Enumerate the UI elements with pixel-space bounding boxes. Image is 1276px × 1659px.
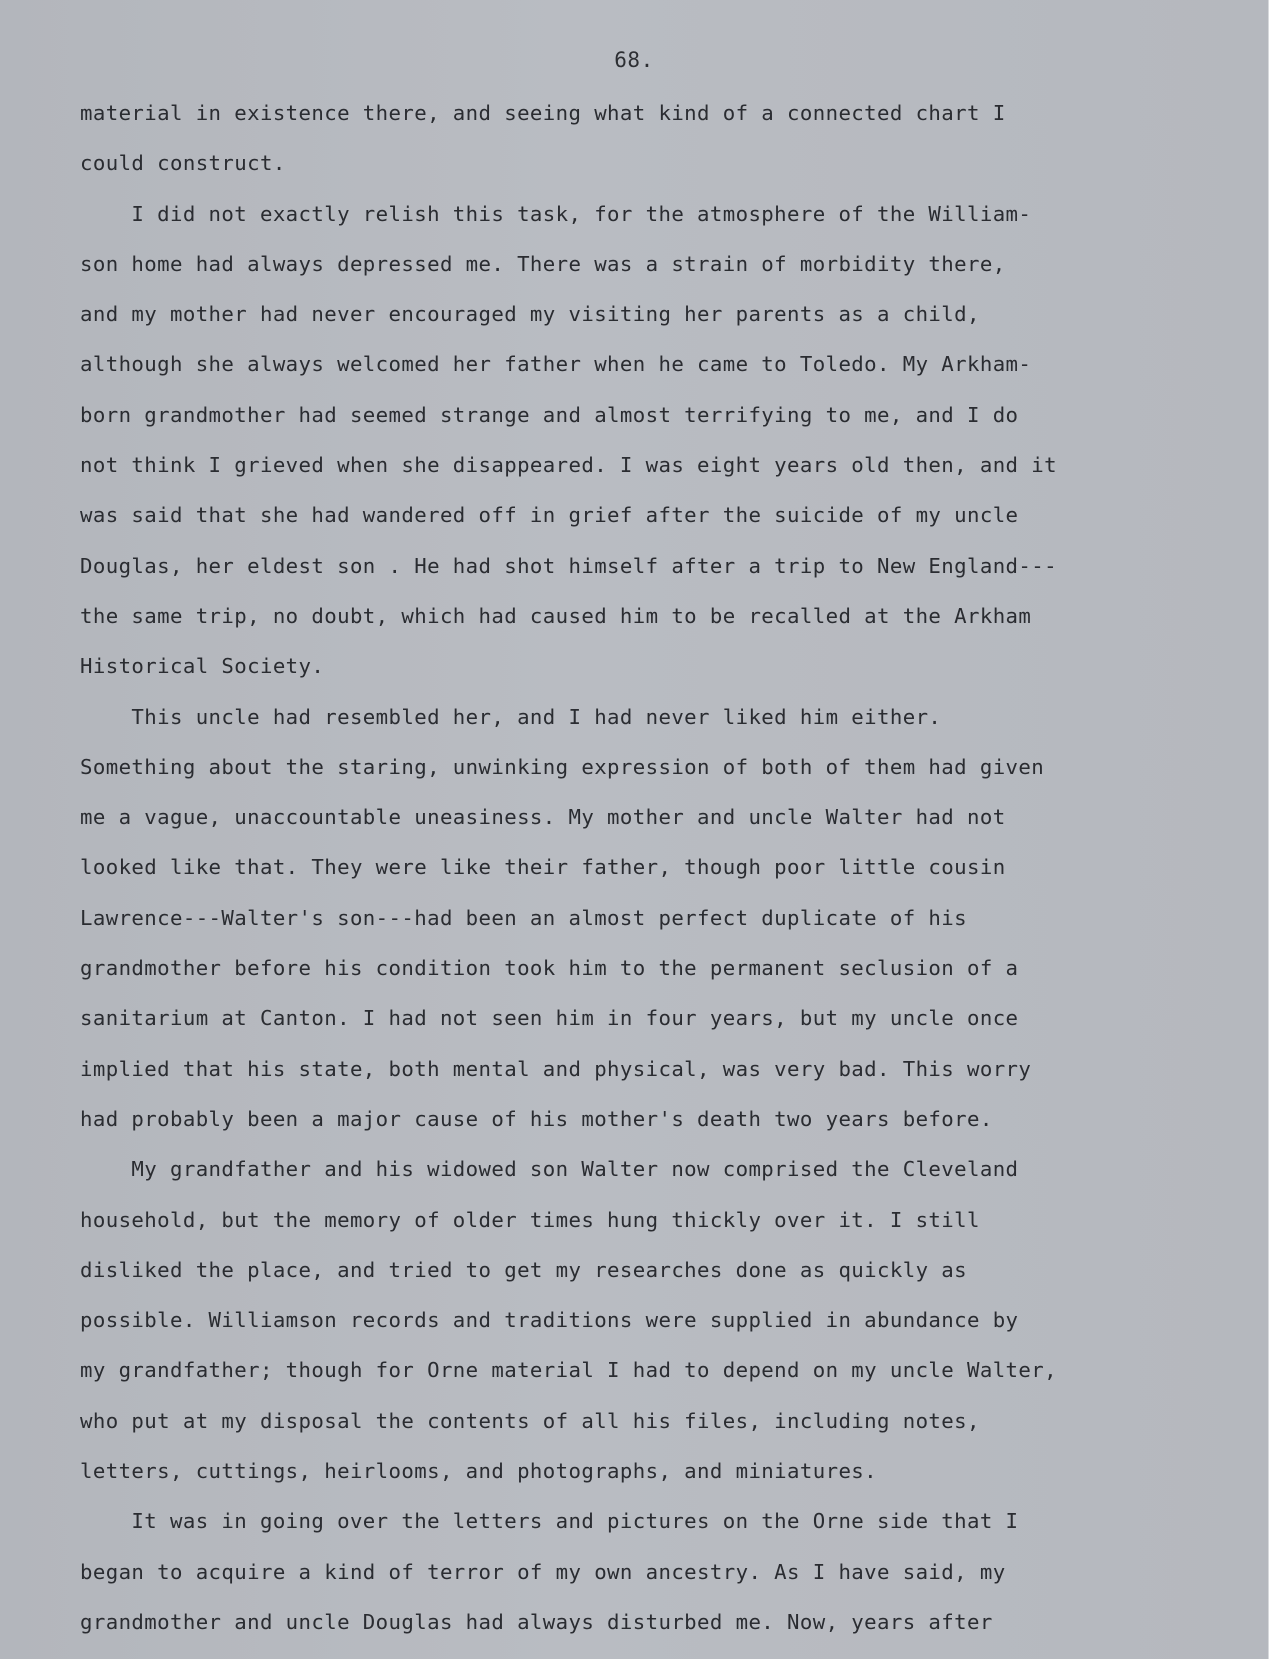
text-line: was said that she had wandered off in grief after the suicide of my uncle [80, 503, 1019, 528]
text-line: It was in going over the letters and pictures on the Orne side that I [80, 1509, 1019, 1534]
text-line: Lawrence---Walter's son---had been an almost perfect duplicate of his [80, 905, 967, 930]
page-number: 68. [614, 48, 654, 72]
text-line: implied that his state, both mental and physical, was very bad. This worry [80, 1056, 1032, 1081]
text-line: me a vague, unaccountable uneasiness. My mother and uncle Walter had not [80, 805, 1006, 830]
body-text [80, 88, 1230, 1647]
text-line: Something about the staring, unwinking expression of both of them had given [80, 754, 1045, 779]
text-line: My grandfather and his widowed son Walter now comprised the Cleveland [80, 1157, 1019, 1182]
text-line: Historical Society. [80, 654, 325, 679]
text-line: could construct. [80, 151, 286, 176]
text-line: This uncle had resembled her, and I had never liked him either. [80, 704, 942, 729]
text-line: grandmother and uncle Douglas had always disturbed me. Now, years after [80, 1609, 993, 1634]
text-line: letters, cuttings, heirlooms, and photographs, and miniatures. [80, 1459, 878, 1484]
text-line: disliked the place, and tried to get my researches done as quickly as [80, 1257, 967, 1282]
text-line: my grandfather; though for Orne material I had to depend on my uncle Walter, [80, 1358, 1057, 1383]
text-line: possible. Williamson records and traditions were supplied in abundance by [80, 1308, 1019, 1333]
text-line: although she always welcomed her father when he came to Toledo. My Arkham- [80, 352, 1032, 377]
text-line: household, but the memory of older times hung thickly over it. I still [80, 1207, 980, 1232]
text-line: had probably been a major cause of his mother's death two years before. [80, 1106, 993, 1131]
text-line: son home had always depressed me. There was a strain of morbidity there, [80, 251, 1006, 276]
text-line: born grandmother had seemed strange and almost terrifying to me, and I do [80, 402, 1019, 427]
text-line: Douglas, her eldest son . He had shot himself after a trip to New England--- [80, 553, 1057, 578]
text-line: and my mother had never encouraged my visiting her parents as a child, [80, 302, 980, 327]
text-line: material in existence there, and seeing what kind of a connected chart I [80, 101, 1006, 125]
text-line: not think I grieved when she disappeared. I was eight years old then, and it [80, 453, 1057, 478]
text-line: looked like that. They were like their father, though poor little cousin [80, 855, 1006, 880]
text-line: began to acquire a kind of terror of my own ancestry. As I have said, my [80, 1559, 1006, 1584]
text-line: grandmother before his condition took him to the permanent seclusion of a [80, 956, 1019, 981]
text-line: the same trip, no doubt, which had caused him to be recalled at the Arkham [80, 603, 1032, 628]
text-line: I did not exactly relish this task, for the atmosphere of the William- [80, 201, 1032, 226]
text-line: sanitarium at Canton. I had not seen him in four years, but my uncle once [80, 1006, 1019, 1031]
text-line: who put at my disposal the contents of all his files, including notes, [80, 1408, 980, 1433]
